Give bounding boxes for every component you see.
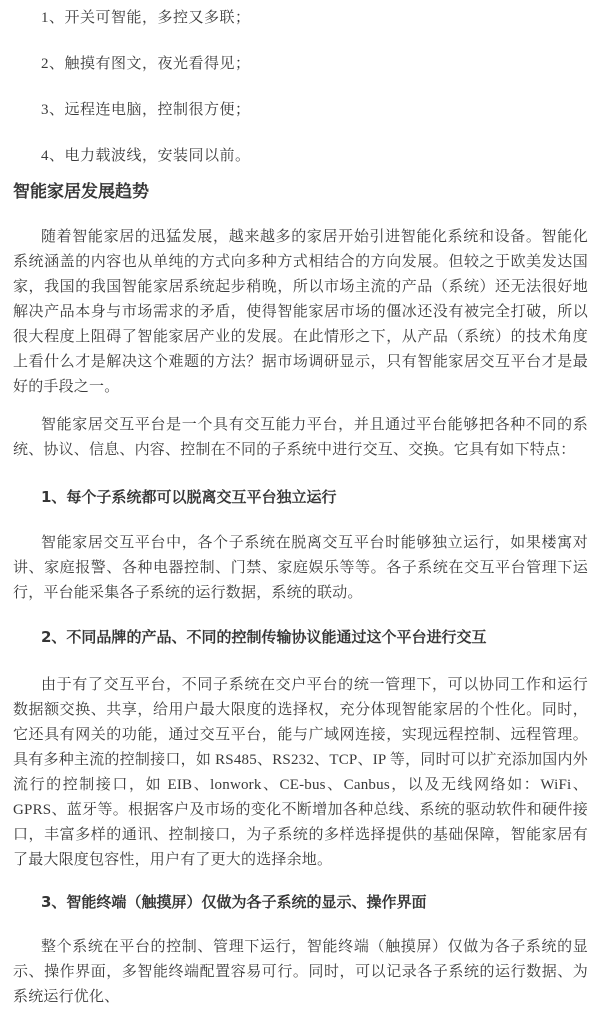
- subheading-feature-2: 2、不同品牌的产品、不同的控制传输协议能通过这个平台进行交互: [41, 628, 487, 646]
- intro-list-item-3: 3、远程连电脑，控制很方便；: [41, 102, 251, 118]
- paragraph-feature-3-detail: 整个系统在平台的控制、管理下运行，智能终端（触摸屏）仅做为各子系统的显示、操作界面，多智能终端配置容易可行。同时，可以记录各子系统的运行数据、为系统运行优化、: [13, 939, 588, 1005]
- subheading-feature-1: 1、每个子系统都可以脱离交互平台独立运行: [41, 488, 337, 506]
- intro-list-item-4: 4、电力载波线，安装同以前。: [41, 148, 251, 164]
- paragraph-feature-1-detail: 智能家居交互平台中，各个子系统在脱离交互平台时能够独立运行，如果楼寓对讲、家庭报警、各种电器控制、门禁、家庭娱乐等等。各子系统在交互平台管理下运行，平台能采集各子系统的运行数据，系统的联动。: [13, 535, 588, 601]
- paragraph-feature-2-detail: 由于有了交互平台，不同子系统在交户平台的统一管理下，可以协同工作和运行数据额交换、共享，给用户最大限度的选择权，充分体现智能家居的个性化。同时，它还具有网关的功能，通过交互平台，能与广域网连接，实现远程控制、远程管理。具有多种主流的控制接口，如 RS485、RS232、TCP、IP 等，同时可以扩充添加国内外流行的控制接口，如 EIB、lonwork、CE-bus、Canbus，以及无线网络如：WiFi、GPRS、蓝牙等。根据客户及市场的变化不断增加各种总线、系统的驱动软件和硬件接口，丰富多样的通讯、控制接口，为子系统的多样选择提供的基础保障，智能家居有了最大限度包容性，用户有了更大的选择余地。: [13, 677, 588, 868]
- paragraph-platform-intro: 智能家居交互平台是一个具有交互能力平台，并且通过平台能够把各种不同的系统、协议、信息、内容、控制在不同的子系统中进行交互、交换。它具有如下特点：: [13, 417, 588, 458]
- intro-list-item-1: 1、开关可智能，多控又多联；: [41, 10, 251, 26]
- subheading-feature-3: 3、智能终端（触摸屏）仅做为各子系统的显示、操作界面: [41, 893, 427, 911]
- section-heading-smart-home-trends: 智能家居发展趋势: [13, 182, 149, 202]
- intro-list-item-2: 2、触摸有图文，夜光看得见；: [41, 56, 251, 72]
- paragraph-market-overview: 随着智能家居的迅猛发展，越来越多的家居开始引进智能化系统和设备。智能化系统涵盖的内容也从单纯的方式向多种方式相结合的方向发展。但较之于欧美发达国家，我国的我国智能家居系统起步稍晚，所以市场主流的产品（系统）还无法很好地解决产品本身与市场需求的矛盾，使得智能家居市场的僵冰还没有被完全打破，所以很大程度上阻碍了智能家居产业的发展。在此情形之下，从产品（系统）的技术角度上看什么才是解决这个难题的方法？据市场调研显示，只有智能家居交互平台才是最好的手段之一。: [13, 229, 588, 395]
